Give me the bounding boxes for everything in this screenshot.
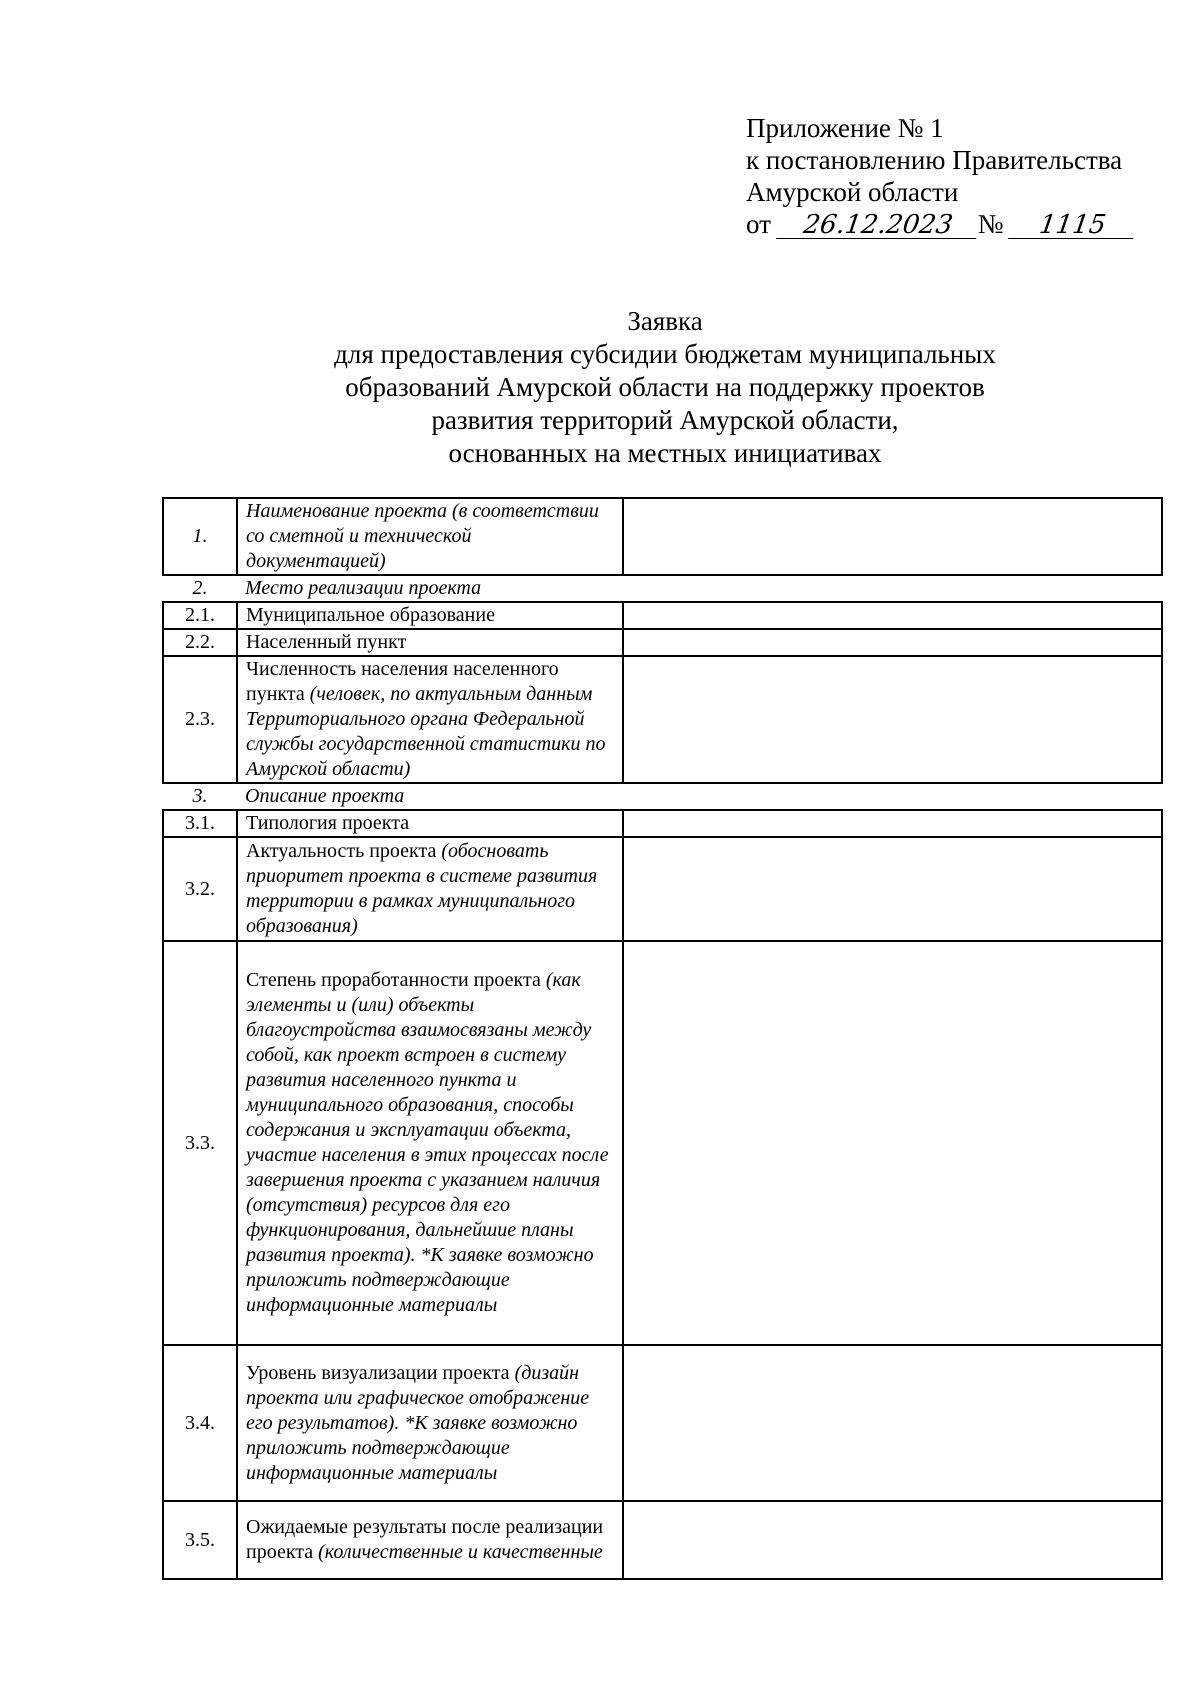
appendix-line-1: Приложение № 1	[746, 113, 944, 143]
row-number: 2.	[163, 575, 237, 602]
section-row	[163, 575, 1162, 602]
row-label: Наименование проекта (в соответствии со сметной и технической документацией)	[237, 498, 623, 575]
value-cell[interactable]	[623, 498, 1162, 575]
row-label: Численность населения населенного пункта (человек, по актуальным данным Территориального органа Федеральной службы государственной статистики по Амурской области)	[237, 656, 623, 783]
appendix-date-line	[746, 208, 1135, 240]
table-row	[163, 498, 1162, 575]
table-row	[163, 629, 1162, 656]
value-cell[interactable]	[623, 656, 1162, 783]
table-row	[163, 810, 1162, 837]
handwritten-number: 1115	[1008, 212, 1137, 239]
from-label: от	[746, 209, 771, 239]
value-cell[interactable]	[623, 1501, 1162, 1579]
section-row	[163, 783, 1162, 810]
row-number: 1.	[163, 498, 237, 575]
row-number: 3.1.	[163, 810, 237, 837]
table-row	[163, 656, 1162, 783]
row-label: Населенный пункт	[237, 629, 623, 656]
value-cell[interactable]	[623, 629, 1162, 656]
table-row	[163, 1501, 1162, 1579]
row-label: Ожидаемые результаты после реализации проекта (количественные и качественные	[237, 1501, 623, 1579]
number-label: №	[977, 209, 1004, 239]
table-row	[163, 837, 1162, 941]
row-number: 3.	[163, 783, 237, 810]
row-number: 3.3.	[163, 941, 237, 1345]
row-label: Муниципальное образование	[237, 602, 623, 629]
handwritten-date: 26.12.2023	[776, 212, 980, 239]
row-number: 3.4.	[163, 1345, 237, 1501]
application-form-table	[162, 497, 1163, 1580]
row-number: 2.1.	[163, 602, 237, 629]
row-label: Место реализации проекта	[237, 575, 1162, 602]
row-label: Актуальность проекта (обосновать приоритет проекта в системе развития территории в рамках муниципального образования)	[237, 837, 623, 941]
appendix-line-2: к постановлению Правительства	[746, 145, 1123, 175]
row-number: 2.3.	[163, 656, 237, 783]
value-cell[interactable]	[623, 810, 1162, 837]
table-row	[163, 941, 1162, 1345]
row-number: 3.2.	[163, 837, 237, 941]
row-label: Степень проработанности проекта (как элементы и (или) объекты благоустройства взаимосвязаны между собой, как проект встроен в систему развития населенного пункта и муниципального образования, способы содержания и эксплуатации объекта, участие населения в этих процессах после завершения проекта с указанием наличия (отсутствия) ресурсов для его функционирования, дальнейшие планы развития проекта). *К заявке возможно приложить подтверждающие информационные материалы	[237, 941, 623, 1345]
value-cell[interactable]	[623, 602, 1162, 629]
appendix-header	[746, 112, 1135, 240]
table-row	[163, 602, 1162, 629]
document-title	[0, 305, 1200, 470]
row-label: Описание проекта	[237, 783, 1162, 810]
title-heading: Заявка	[627, 306, 703, 336]
value-cell[interactable]	[623, 1345, 1162, 1501]
appendix-line-3: Амурской области	[746, 177, 959, 207]
title-line-1: для предоставления субсидии бюджетам муниципальных	[334, 339, 996, 369]
title-line-3: развития территорий Амурской области,	[431, 405, 899, 435]
title-line-4: основанных на местных инициативах	[448, 438, 882, 468]
row-number: 2.2.	[163, 629, 237, 656]
table-row	[163, 1345, 1162, 1501]
row-label: Уровень визуализации проекта (дизайн проекта или графическое отображение его результатов). *К заявке возможно приложить подтверждающие информационные материалы	[237, 1345, 623, 1501]
value-cell[interactable]	[623, 837, 1162, 941]
value-cell[interactable]	[623, 941, 1162, 1345]
row-label: Типология проекта	[237, 810, 623, 837]
title-line-2: образований Амурской области на поддержку проектов	[345, 372, 985, 402]
row-number: 3.5.	[163, 1501, 237, 1579]
